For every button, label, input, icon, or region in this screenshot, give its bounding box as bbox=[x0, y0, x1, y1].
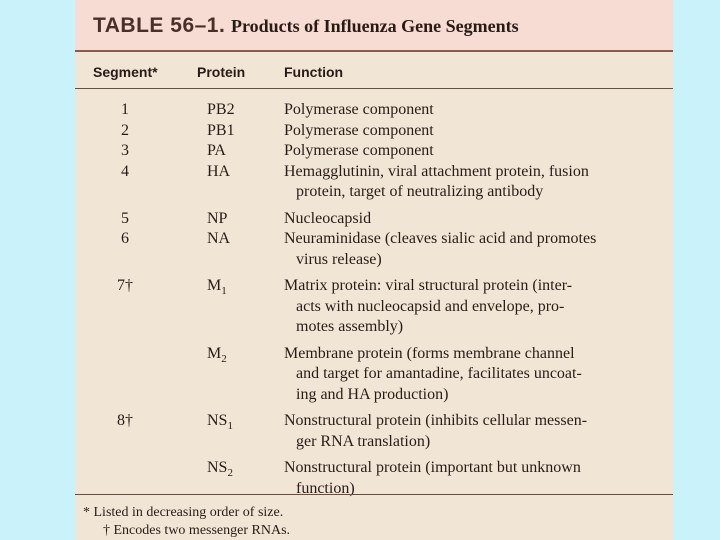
protein-subscript: 1 bbox=[221, 285, 227, 298]
function-line: function) bbox=[296, 479, 355, 497]
function-line: protein, target of neutralizing antibody bbox=[296, 183, 544, 200]
function-line: ger RNA translation) bbox=[296, 432, 431, 450]
header-rule bbox=[75, 88, 673, 89]
segment-cell: 4 bbox=[121, 162, 129, 180]
table-number: TABLE 56–1. bbox=[93, 14, 226, 37]
segment-cell: 1 bbox=[121, 101, 129, 118]
protein-cell: $NS_1$ bbox=[207, 412, 233, 433]
header-segment: Segment* bbox=[93, 64, 158, 80]
function-line: ing and HA production) bbox=[296, 385, 449, 403]
function-cell bbox=[284, 458, 664, 499]
protein-cell: PA bbox=[207, 142, 226, 159]
segment-cell: 7† bbox=[117, 277, 133, 294]
protein-cell: PB1 bbox=[207, 121, 235, 139]
slide-background-left bbox=[0, 0, 75, 540]
footnote-two-mrnas: † Encodes two messenger RNAs. bbox=[103, 523, 291, 538]
footnote-size-order: * Listed in decreasing order of size. bbox=[83, 505, 284, 520]
function-line: Polymerase component bbox=[284, 101, 434, 118]
function-cell bbox=[284, 162, 664, 203]
function-line: virus release) bbox=[296, 250, 382, 268]
slide-background-right bbox=[673, 0, 720, 540]
function-cell bbox=[284, 100, 664, 121]
protein-cell: NP bbox=[207, 209, 228, 227]
function-cell bbox=[284, 344, 664, 406]
function-line: Nucleocapsid bbox=[284, 209, 372, 227]
protein-cell: PB2 bbox=[207, 101, 235, 118]
segment-cell: 3 bbox=[121, 142, 129, 159]
protein-cell: HA bbox=[207, 162, 231, 180]
function-line: Nonstructural protein (inhibits cellular messen- bbox=[284, 412, 588, 429]
function-line: Membrane protein (forms membrane channel bbox=[284, 344, 575, 362]
segment-cell: 6 bbox=[121, 230, 129, 247]
function-cell bbox=[284, 229, 664, 270]
function-cell bbox=[284, 121, 664, 142]
protein-subscript: 1 bbox=[227, 420, 233, 433]
table-title: Products of Influenza Gene Segments bbox=[231, 16, 519, 36]
function-line: Neuraminidase (cleaves sialic acid and promotes bbox=[284, 230, 597, 247]
protein-cell: $M_2$ bbox=[207, 344, 227, 365]
function-line: Polymerase component bbox=[284, 121, 434, 139]
function-cell bbox=[284, 141, 664, 162]
header-function: Function bbox=[284, 64, 344, 80]
table-title-bar bbox=[75, 0, 673, 52]
protein-cell: $M_1$ bbox=[207, 277, 227, 298]
protein-subscript: 2 bbox=[227, 467, 233, 480]
protein-subscript: 2 bbox=[221, 352, 227, 365]
function-cell bbox=[284, 209, 664, 230]
function-cell bbox=[284, 411, 664, 452]
function-line: acts with nucleocapsid and envelope, pro- bbox=[296, 297, 565, 315]
function-line: Hemagglutinin, viral attachment protein, fusion bbox=[284, 162, 589, 180]
segment-cell: 5 bbox=[121, 209, 129, 227]
segment-cell: 8† bbox=[117, 412, 133, 429]
protein-cell: $NS_2$ bbox=[207, 459, 233, 480]
header-protein: Protein bbox=[197, 64, 246, 80]
function-line: Polymerase component bbox=[284, 142, 434, 159]
function-cell bbox=[284, 276, 664, 338]
function-line: motes assembly) bbox=[296, 318, 404, 335]
function-line: and target for amantadine, facilitates uncoat- bbox=[296, 365, 582, 382]
function-line: Matrix protein: viral structural protein (inter- bbox=[284, 277, 573, 294]
bottom-rule bbox=[75, 494, 673, 495]
table-page bbox=[75, 0, 673, 540]
protein-cell: NA bbox=[207, 230, 231, 247]
segment-cell: 2 bbox=[121, 121, 129, 139]
function-line: Nonstructural protein (important but unknown bbox=[284, 459, 581, 476]
